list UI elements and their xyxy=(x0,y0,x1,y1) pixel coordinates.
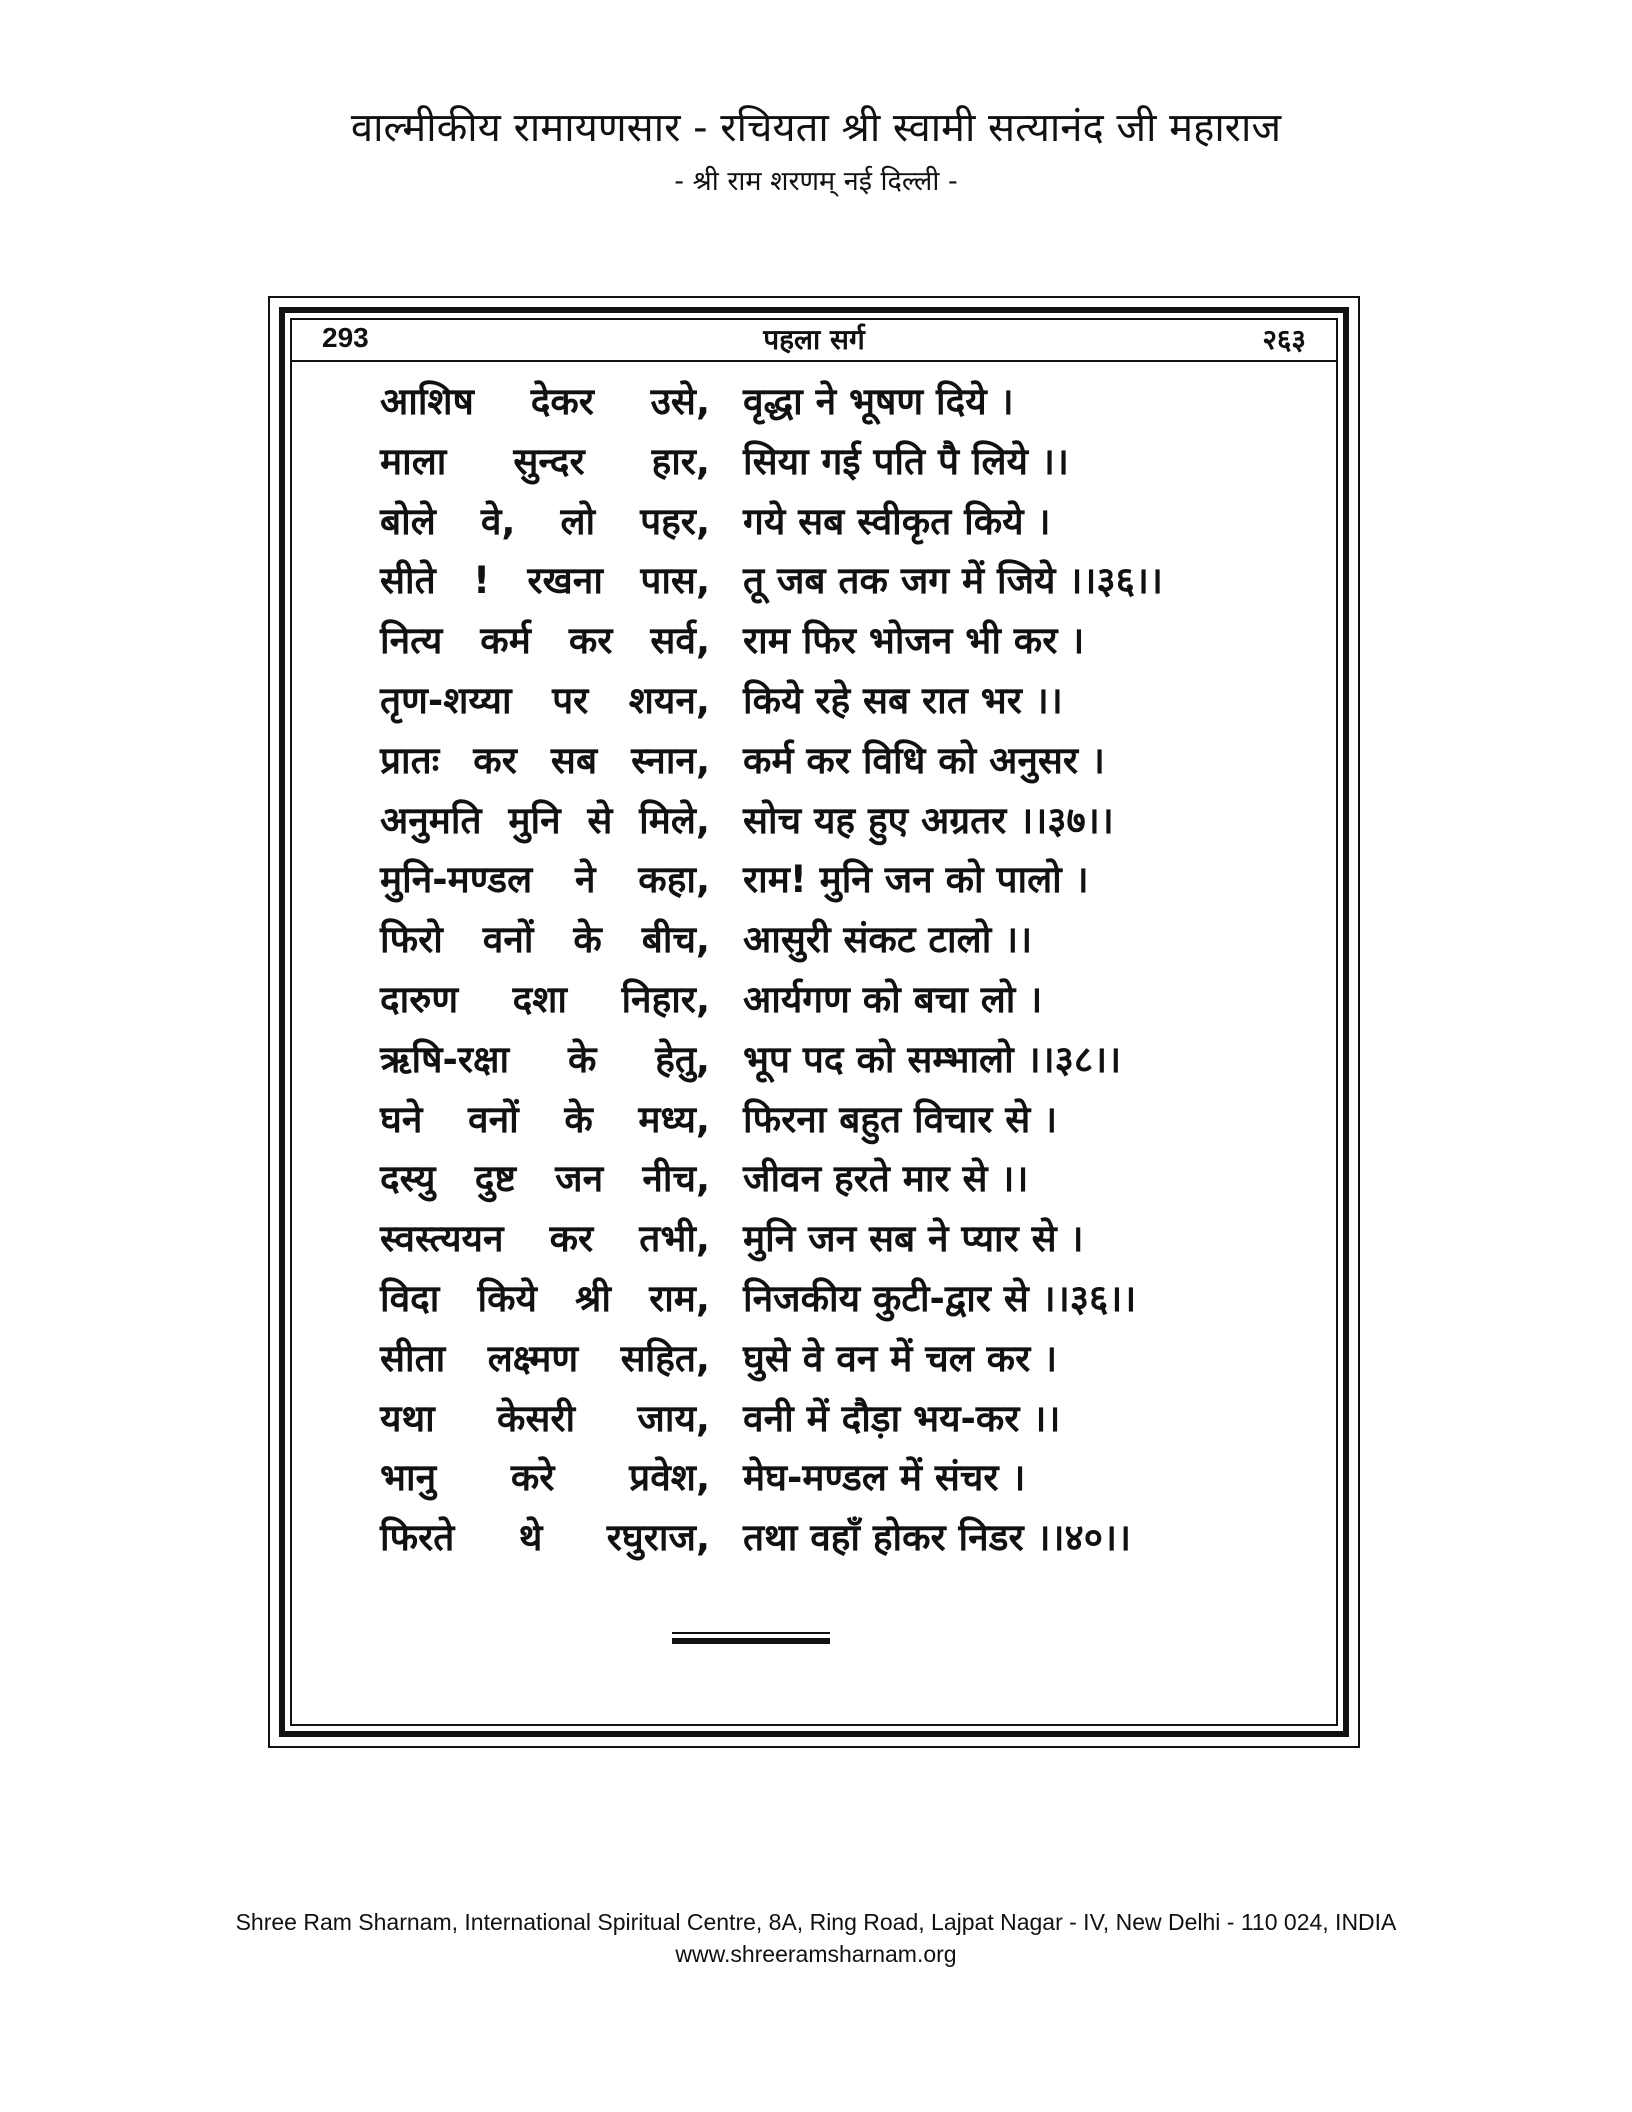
verse-line-second-half: सिया गई पति पै लिये ।। xyxy=(743,439,1069,483)
verse-line-first-half: दारुण दशा निहार, xyxy=(380,977,710,1021)
verse-line-first-half: फिरो वनों के बीच, xyxy=(380,918,710,962)
verse-line-first-half: फिरते थे रघुराज, xyxy=(380,1516,710,1560)
verse-line-first-half: आशिष देकर उसे, xyxy=(380,380,710,423)
document-subtitle: - श्री राम शरणम् नई दिल्ली - xyxy=(674,166,958,197)
verse-line-second-half: फिरना बहुत विचार से । xyxy=(743,1097,1058,1141)
footer-address: Shree Ram Sharnam, International Spiritual Centre, 8A, Ring Road, Lajpat Nagar - IV, New Delhi - 110 024, INDIA xyxy=(235,1909,1397,1935)
verse-line-second-half: राम! मुनि जन को पालो । xyxy=(743,858,1089,902)
verse-line-second-half: निजकीय कुटी-द्वार से ।।३६।। xyxy=(743,1276,1137,1320)
verse-line xyxy=(380,1273,1280,1333)
page-header xyxy=(292,318,1336,362)
verse-line-second-half: कर्म कर विधि को अनुसर । xyxy=(743,738,1105,782)
verse-line-second-half: घुसे वे वन में चल कर । xyxy=(743,1336,1058,1380)
verse-line xyxy=(380,1213,1280,1273)
verse-line xyxy=(380,675,1280,735)
verse-line-second-half: गये सब स्वीकृत किये । xyxy=(743,499,1051,543)
verse-line xyxy=(380,854,1280,914)
verse-line xyxy=(380,1034,1280,1094)
verse-line-first-half: सीता लक्ष्मण सहित, xyxy=(380,1336,710,1380)
verse-line-second-half: तू जब तक जग में जिये ।।३६।। xyxy=(743,559,1163,603)
verse-line xyxy=(380,1512,1280,1572)
verse-line xyxy=(380,974,1280,1034)
verse-line-second-half: तथा वहाँ होकर निडर ।।४०।। xyxy=(743,1516,1132,1560)
header-divider xyxy=(292,360,1336,362)
verse-line xyxy=(380,376,1280,436)
verse-line xyxy=(380,1333,1280,1393)
verse-line xyxy=(380,1153,1280,1213)
verse-line xyxy=(380,914,1280,974)
verse-line-first-half: मुनि-मण्डल ने कहा, xyxy=(380,858,710,902)
verse-line xyxy=(380,436,1280,496)
document-title: वाल्मीकीय रामायणसार - रचियता श्री स्वामी सत्यानंद जी महाराज xyxy=(350,105,1282,151)
verse-line-first-half: सीते ! रखना पास, xyxy=(380,559,710,603)
verse-line-second-half: वनी में दौड़ा भय-कर ।। xyxy=(743,1396,1061,1440)
verse-line-first-half: प्रातः कर सब स्नान, xyxy=(380,738,710,782)
verse-line xyxy=(380,795,1280,855)
footer-website: www.shreeramsharnam.org xyxy=(675,1941,957,1967)
verse-line-second-half: किये रहे सब रात भर ।। xyxy=(743,678,1063,722)
verse-line xyxy=(380,1452,1280,1512)
page-number-english: 293 xyxy=(322,322,369,353)
verse-line xyxy=(380,1094,1280,1154)
verse-line-second-half: राम फिर भोजन भी कर । xyxy=(743,619,1085,663)
verse-block xyxy=(380,376,1280,1572)
chapter-title: पहला सर्ग xyxy=(763,323,865,356)
verse-line-second-half: जीवन हरते मार से ।। xyxy=(743,1157,1029,1201)
verse-line-first-half: बोले वे, लो पहर, xyxy=(380,499,710,543)
end-ornament-rule-thin xyxy=(672,1632,830,1634)
verse-line-first-half: स्वस्त्ययन कर तभी, xyxy=(380,1217,710,1261)
page-number-hindi: २६३ xyxy=(1262,323,1306,356)
verse-line-first-half: विदा किये श्री राम, xyxy=(380,1276,710,1320)
verse-line-second-half: आसुरी संकट टालो ।। xyxy=(743,918,1033,962)
verse-line-second-half: सोच यह हुए अग्रतर ।।३७।। xyxy=(743,798,1114,842)
verse-line-first-half: माला सुन्दर हार, xyxy=(380,439,710,483)
verse-line-first-half: तृण-शय्या पर शयन, xyxy=(380,678,710,722)
verse-line-second-half: भूप पद को सम्भालो ।।३८।। xyxy=(743,1037,1122,1081)
verse-line xyxy=(380,615,1280,675)
end-ornament-rule-thick xyxy=(672,1638,830,1644)
verse-line-first-half: दस्यु दुष्ट जन नीच, xyxy=(380,1157,710,1201)
verse-line-first-half: भानु करे प्रवेश, xyxy=(380,1456,710,1500)
verse-line-first-half: अनुमति मुनि से मिले, xyxy=(380,798,710,842)
verse-line xyxy=(380,735,1280,795)
verse-line-second-half: वृद्धा ने भूषण दिये । xyxy=(743,380,1014,423)
verse-line-second-half: मुनि जन सब ने प्यार से । xyxy=(743,1217,1084,1261)
verse-line-first-half: यथा केसरी जाय, xyxy=(380,1396,710,1440)
verse-line xyxy=(380,1393,1280,1453)
verse-line-first-half: ऋषि-रक्षा के हेतु, xyxy=(380,1037,710,1081)
verse-line-first-half: घने वनों के मध्य, xyxy=(380,1097,710,1141)
verse-line-first-half: नित्य कर्म कर सर्व, xyxy=(380,619,710,663)
verse-line xyxy=(380,555,1280,615)
verse-line-second-half: आर्यगण को बचा लो । xyxy=(743,977,1043,1021)
verse-line xyxy=(380,496,1280,556)
verse-line-second-half: मेघ-मण्डल में संचर । xyxy=(743,1456,1026,1500)
